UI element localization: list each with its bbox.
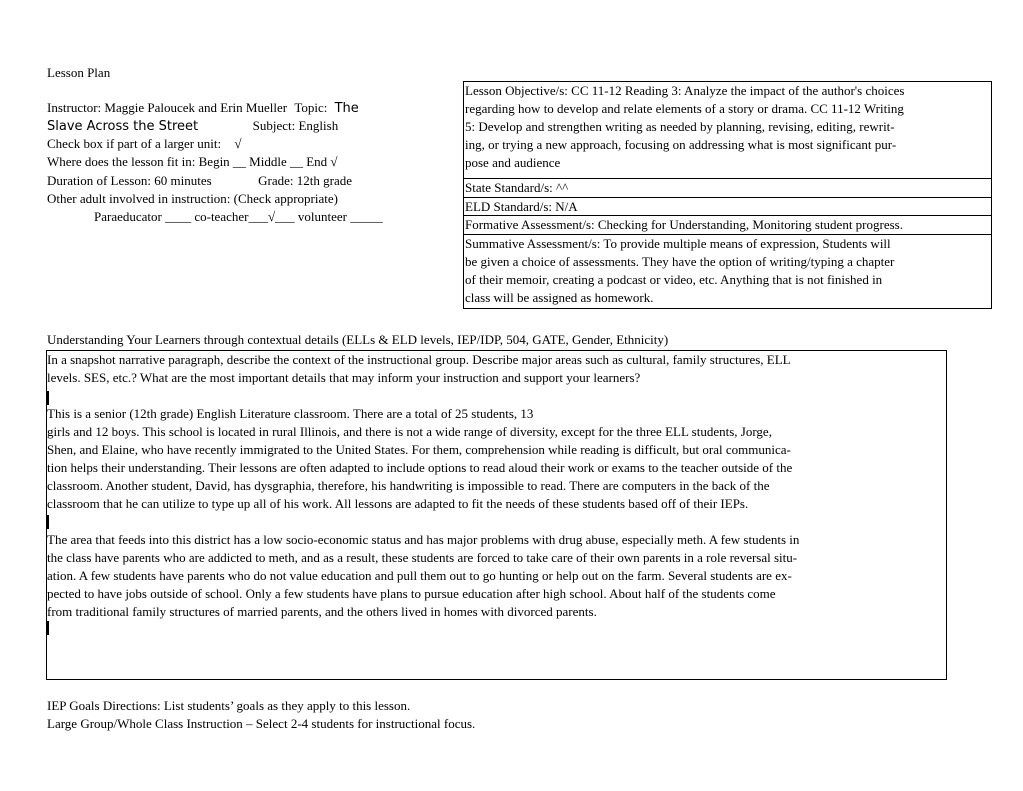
state-standard-cell: State Standard/s: ^^ — [464, 178, 991, 197]
paragraph-2-line: ation. A few students have parents who do not value education and pull them out to go hunting or help out on the farm. Several students are ex- — [47, 568, 792, 583]
topic-label: Topic: — [294, 100, 328, 115]
paragraph-2-line: the class have parents who are addicted to meth, and as a result, these students are forced to take care of their own parents in a role reversal situ- — [47, 550, 798, 565]
objective-line: 5: Develop and strengthen writing as needed by planning, revising, editing, rewrit- — [465, 119, 895, 134]
paragraph-2-line: pected to have jobs outside of school. Only a few students have plans to pursue education after high school. About half of the students come — [47, 586, 776, 601]
objective-line: Lesson Objective/s: CC 11-12 Reading 3: Analyze the impact of the author's choices — [465, 83, 905, 98]
prompt-line: levels. SES, etc.? What are the most important details that may inform your instruction and support your learners? — [47, 370, 641, 385]
text-cursor — [47, 391, 49, 405]
paragraph-1-line: tion helps their understanding. Their lessons are often adapted to include options to read aloud their work or exams to the teacher outside of the — [47, 460, 793, 475]
objective-line: regarding how to develop and relate elements of a story or drama. CC 11-12 Writing — [465, 101, 904, 116]
roles-line: Paraeducator ____ co-teacher___√___ volunteer _____ — [94, 209, 383, 224]
topic-subject-line — [47, 117, 338, 136]
paragraph-1-line: This is a senior (12th grade) English Literature classroom. There are a total of 25 students, 13 — [47, 406, 534, 421]
paragraph-1-line: girls and 12 boys. This school is located in rural Illinois, and there is not a wide range of diversity, except for the three ELL students, Jorge, — [47, 424, 772, 439]
instructor-label: Instructor: — [47, 100, 102, 115]
duration-value: Duration of Lesson: 60 minutes — [47, 173, 212, 188]
large-group-line: Large Group/Whole Class Instruction – Select 2-4 students for instructional focus. — [47, 716, 476, 731]
summative-line: Summative Assessment/s: To provide multiple means of expression, Students will — [465, 236, 891, 251]
iep-goals-line: IEP Goals Directions: List students’ goals as they apply to this lesson. — [47, 698, 411, 713]
objective-line: pose and audience — [465, 155, 561, 170]
grade-value: Grade: 12th grade — [258, 173, 353, 188]
topic-value-2: Slave Across the Street — [47, 119, 199, 134]
unit-check-icon: √ — [234, 136, 242, 151]
learners-context-box[interactable] — [46, 350, 947, 680]
objectives-box — [463, 81, 992, 309]
paragraph-2-line: from traditional family structures of married parents, and the others lived in homes with divorced parents. — [47, 604, 597, 619]
learners-heading: Understanding Your Learners through contextual details (ELLs & ELD levels, IEP/IDP, 504, GATE, Gender, Ethnicity) — [47, 332, 669, 347]
paragraph-1-line: classroom that he can utilize to type up all of his work. All lessons are adapted to fit the needs of these students based off of their IEPs. — [47, 496, 749, 511]
page-title: Lesson Plan — [47, 65, 111, 80]
summative-assessment-cell — [464, 234, 991, 309]
objective-line: ing, or trying a new approach, focusing on addressing what is most significant pur- — [465, 137, 897, 152]
subject-label: Subject: — [252, 118, 296, 133]
text-cursor — [47, 621, 49, 635]
fit-line: Where does the lesson fit in: Begin __ Middle __ End √ — [47, 154, 338, 169]
unit-line — [47, 135, 242, 153]
summative-line: be given a choice of assessments. They have the option of writing/typing a chapter — [465, 254, 895, 269]
prompt-line: In a snapshot narrative paragraph, describe the context of the instructional group. Describe major areas such as cultural, family structures, ELL — [47, 352, 791, 367]
paragraph-1-line: classroom. Another student, David, has dysgraphia, therefore, his handwriting is impossible to read. There are computers in the back of the — [47, 478, 770, 493]
instructor-value: Maggie Paloucek and Erin Mueller — [104, 100, 288, 115]
eld-standard-cell: ELD Standard/s: N/A — [464, 197, 991, 216]
instructor-line — [47, 99, 359, 118]
summative-line: of their memoir, creating a podcast or video, etc. Anything that is not finished in — [465, 272, 883, 287]
summative-line: class will be assigned as homework. — [465, 290, 654, 305]
unit-label: Check box if part of a larger unit: — [47, 136, 222, 151]
duration-line — [47, 172, 352, 190]
lesson-objective-cell — [464, 82, 991, 178]
paragraph-2-line: The area that feeds into this district has a low socio-economic status and has major problems with drug abuse, especially meth. A few students in — [47, 532, 800, 547]
topic-value-1: The — [334, 101, 359, 116]
formative-assessment-cell: Formative Assessment/s: Checking for Understanding, Monitoring student progress. — [464, 215, 991, 234]
paragraph-1-line: Shen, and Elaine, who have recently immigrated to the United States. For them, comprehension while reading is difficult, but oral communica- — [47, 442, 791, 457]
other-adult-line: Other adult involved in instruction: (Check appropriate) — [47, 191, 338, 206]
text-cursor — [47, 515, 49, 529]
subject-value: English — [298, 118, 339, 133]
